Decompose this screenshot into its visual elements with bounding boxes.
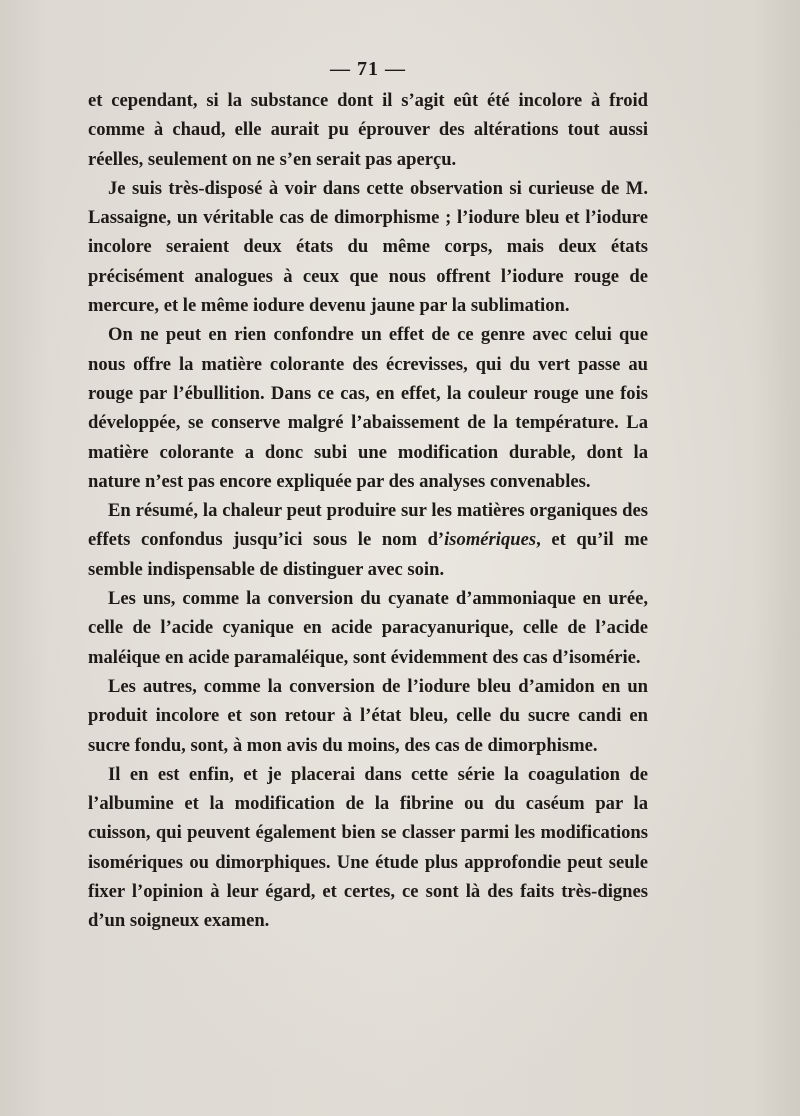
paragraph-1: et cependant, si la substance dont il s’agit eût été incolore à froid comme à chaud, elle aurait pu éprouver des altérations tout aussi réelles, seulement on ne s’en serait pas aperçu.: [88, 90, 648, 170]
paragraph-6: Les autres, comme la conversion de l’iodure bleu d’amidon en un produit incolore et son retour à l’état bleu, celle du sucre candi en sucre fondu, sont, à mon avis du moins, des cas de dimorphisme.: [88, 675, 648, 756]
paragraph-4: [88, 496, 648, 584]
paragraph-3: On ne peut en rien confondre un effet de ce genre avec celui que nous offre la matière colorante des écrevisses, qui du vert passe au rouge par l’ébullition. Dans ce cas, en effet, la couleur rouge une fois développée, se conserve malgré l’abaissement de la température. La matière colorante a donc subi une modification durable, dont la nature n’est pas encore expliquée par des analyses convenables.: [88, 324, 648, 492]
paragraph-4-text-before: En résumé, la chaleur peut produire sur les matières organiques des effets confondus jusqu’ici sous le nom d’: [88, 500, 648, 551]
paragraph-2: Je suis très-disposé à voir dans cette observation si curieuse de M. Lassaigne, un véritable cas de dimorphisme ; l’iodure bleu et l’iodure incolore seraient deux états du même corps, mais deux états précisément analogues à ceux que nous offrent l’iodure rouge de mercure, et le même iodure devenu jaune par la sublimation.: [88, 177, 648, 317]
paragraph-4-emphasis: isomériques: [444, 529, 537, 551]
paragraph-4-text-after: , et qu’il me semble indispensable de distinguer avec soin.: [88, 529, 648, 580]
body-text: [88, 86, 648, 936]
paragraph-5: Les uns, comme la conversion du cyanate d’ammoniaque en urée, celle de l’acide cyanique en acide paracyanurique, celle de l’acide maléique en acide paramaléique, sont évidemment des cas d’isomérie.: [88, 588, 648, 668]
paragraph-7: Il en est enfin, et je placerai dans cette série la coagulation de l’albumine et la modification de la fibrine ou du caséum par la cuisson, qui peuvent également bien se classer parmi les modifications isomériques ou dimorphiques. Une étude plus approfondie peut seule fixer l’opinion à leur égard, et certes, ce sont là des faits très-dignes d’un soigneux examen.: [88, 763, 648, 932]
page-number: — 71 —: [330, 58, 406, 80]
